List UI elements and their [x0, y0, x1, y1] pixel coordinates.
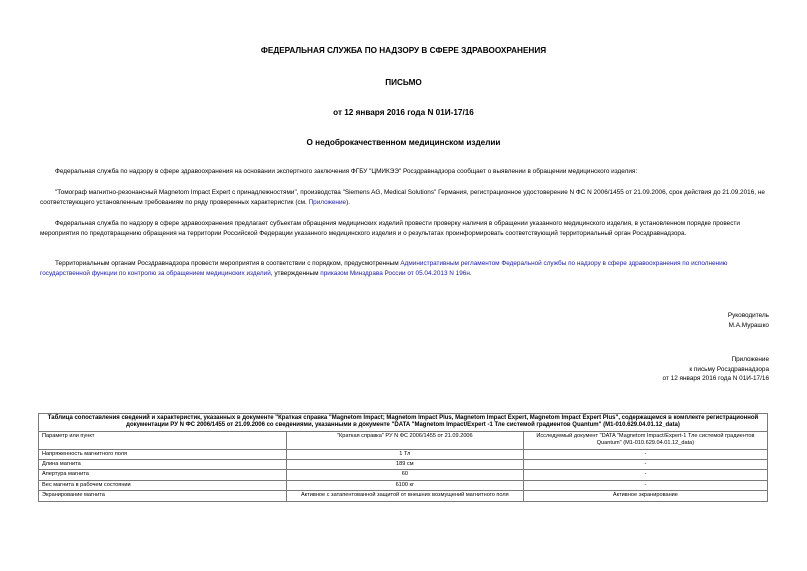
appendix-block [469, 355, 769, 384]
table-cell: Вес магнита в рабочем состоянии [39, 480, 287, 490]
paragraph-4-start: Территориальным органам Росздравнадзора провести мероприятия в соответствии с порядком, предусмотренным [55, 260, 401, 267]
table-row [39, 449, 768, 459]
table-cell: Активное с затапентованной защитой от внешних возмущений магнитного поля [286, 491, 523, 501]
signature-block [469, 311, 769, 330]
table-caption: Таблица сопоставления сведений и характеристик, указанных в документе "Краткая справка "Magnetom Impact; Magnetom Impact Plus, Magnetom Impact Expert, Magnetom Impact Expert Plus", содержащемся в комплекте регистрационной документации РУ N ФС 2006/1455 от 21.09.2006 со сведениями, указанными в документе "DATA "Magnetom Impact/Expert -1 Тле системой градиентов Quantum" (М1-010.629.04.01.12_data) [39, 414, 768, 432]
table-cell: Напряженность магнитного поля [39, 449, 287, 459]
agency-heading: ФЕДЕРАЛЬНАЯ СЛУЖБА ПО НАДЗОРУ В СФЕРЕ ЗДРАВООХРАНЕНИЯ [260, 46, 547, 55]
signature-name: М.А.Мурашко [728, 321, 769, 329]
table-cell: - [523, 460, 767, 470]
paragraph-4-end: . [469, 269, 472, 277]
table-cell: Экранирование магнита [39, 491, 287, 501]
table-row [39, 460, 768, 470]
table-row [39, 491, 768, 501]
table-header-cell: Исследуемый документ "DATA "Magnetom Impact/Expert-1 Тле системой градиентов Quantum" (М1-010.629.04.01.12_data) [523, 431, 767, 449]
table-cell: - [523, 480, 767, 490]
table-header-row [39, 431, 768, 449]
table-cell: 189 см [286, 460, 523, 470]
appendix-reference: к письму Росздравнадзора [689, 365, 769, 373]
paragraph-2 [40, 188, 768, 207]
paragraph-1: Федеральная служба по надзору в сфере здравоохранения на основании экспертного заключения ФГБУ "ЦМИКЭЭ" Росздравнадзора сообщает о выявлении в обращении медицинского изделия: [55, 168, 638, 175]
regulation-link[interactable]: Административным регламентом Федеральной службы по надзору в сфере здравоохранения по исполнению государственной функции по контролю за обращением медицинских изделий [40, 260, 728, 277]
table-caption-row [39, 414, 768, 432]
table-header-cell: "Краткая справка" РУ N ФС 2006/1455 от 21.09.2006 [286, 431, 523, 449]
table-cell: Длина магнита [39, 460, 287, 470]
table-cell: - [523, 470, 767, 480]
paragraph-3: Федеральная служба по надзору в сфере здравоохранения предлагает субъектам обращения медицинских изделий провести проверку наличия в обращении указанного медицинского изделия, в установленном порядке провести мероприятия по предотвращению обращения на территории Российской Федерации указанного медицинского изделия и о результатах проинформировать соответствующий территориальный орган Росздравнадзора. [40, 220, 740, 237]
paragraph-2-end: ). [346, 198, 350, 206]
signature-title: Руководитель [727, 312, 769, 319]
table-header-cell: Параметр или пункт [39, 431, 287, 449]
table-cell: 6100 кг [286, 480, 523, 490]
appendix-date: от 12 января 2016 года N 01И-17/16 [662, 375, 769, 383]
appendix-link[interactable]: Приложение [308, 198, 347, 206]
table-row [39, 480, 768, 490]
paragraph-4 [40, 259, 768, 278]
table-cell: 60 [286, 470, 523, 480]
table-cell: 1 Тл [286, 449, 523, 459]
document-subject: О недоброкачественном медицинском изделии [306, 138, 501, 147]
table-cell: Апертура магнита [39, 470, 287, 480]
order-link[interactable]: приказом Минздрава России от 05.04.2013 N 196н [320, 269, 470, 277]
comparison-table [38, 413, 768, 502]
document-date-number: от 12 января 2016 года N 01И-17/16 [333, 108, 474, 117]
document-type-heading: ПИСЬМО [385, 78, 422, 87]
table-row [39, 470, 768, 480]
paragraph-4-mid: , утвержденным [270, 269, 321, 277]
table-cell: Активное экранирование [523, 491, 767, 501]
paragraph-2-text: "Томограф магнитно-резонансный Magnetom Impact Expert с принадлежностями", производства "Siemens AG, Medical Solutions" Германия, регистрационное удостоверение N ФС N 2006/1455 от 21.09.2006, срок действия до 21.09.2016, не соответствующего установленным требованиям по ряду проверенных характеристик (см. [40, 189, 765, 206]
appendix-label: Приложение [731, 356, 769, 363]
table-cell: - [523, 449, 767, 459]
